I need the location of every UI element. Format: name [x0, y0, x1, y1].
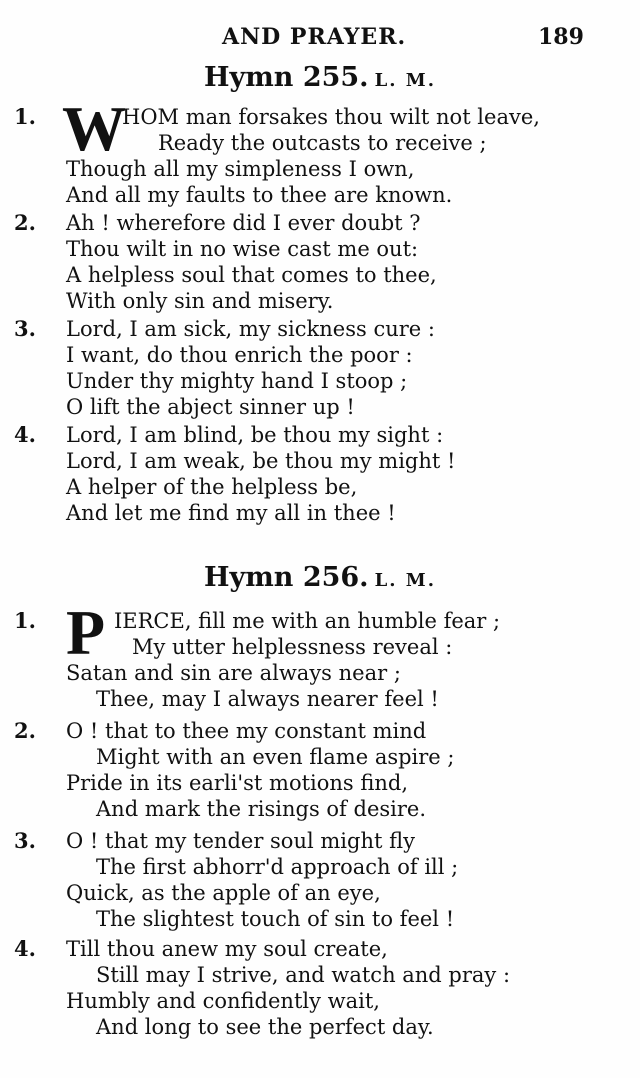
verse-number: 4.: [14, 422, 36, 447]
verse-line: A helper of the helpless be,: [66, 475, 358, 499]
verse-line: Lord, I am weak, be thou my might !: [66, 449, 456, 473]
running-head: [0, 24, 640, 54]
verse-line: And let me find my all in thee !: [66, 501, 396, 525]
verse-number: 3.: [14, 316, 36, 341]
verse-number: 1.: [14, 104, 36, 129]
verse-line: Till thou anew my soul create,: [66, 937, 388, 961]
hymn-title: [0, 62, 640, 93]
verse-line: Under thy mighty hand I stoop ;: [66, 369, 408, 393]
verse-line: Humbly and confidently wait,: [66, 989, 380, 1013]
verse-number: 4.: [14, 936, 36, 961]
drop-cap: P: [66, 597, 106, 668]
page-number: 189: [538, 24, 584, 50]
hymn-meter: L. M.: [374, 570, 436, 591]
verse-line: The slightest touch of sin to feel !: [96, 907, 455, 931]
verse-line: I want, do thou enrich the poor :: [66, 343, 413, 367]
verse-line: Still may I strive, and watch and pray :: [96, 963, 511, 987]
verse-number: 2.: [14, 210, 36, 235]
verse-line: O ! that to thee my constant mind: [66, 719, 427, 743]
hymn-title: [0, 562, 640, 593]
verse-number: 2.: [14, 718, 36, 743]
verse-line: Might with an even flame aspire ;: [96, 745, 455, 769]
verse-line: With only sin and misery.: [66, 289, 334, 313]
hymn-number: Hymn 256.: [204, 562, 369, 593]
verse-line: Satan and sin are always near ;: [66, 661, 401, 685]
verse-line: O ! that my tender soul might fly: [66, 829, 415, 853]
verse-line: IERCE, fill me with an humble fear ;: [114, 609, 501, 633]
verse-line: And mark the risings of desire.: [96, 797, 427, 821]
verse-line: Lord, I am sick, my sickness cure :: [66, 317, 435, 341]
verse-line: A helpless soul that comes to thee,: [66, 263, 437, 287]
verse-line: Ah ! wherefore did I ever doubt ?: [66, 211, 421, 235]
verse-line: O lift the abject sinner up !: [66, 395, 355, 419]
verse-line: Quick, as the apple of an eye,: [66, 881, 381, 905]
drop-cap: W: [62, 93, 126, 164]
verse-line: Though all my simpleness I own,: [66, 157, 415, 181]
verse-line: HOM man forsakes thou wilt not leave,: [122, 105, 540, 129]
verse-line: Thee, may I always nearer feel !: [96, 687, 439, 711]
verse-line: And long to see the perfect day.: [96, 1015, 434, 1039]
hymn-meter: L. M.: [374, 70, 436, 91]
verse-line: Lord, I am blind, be thou my sight :: [66, 423, 444, 447]
verse-line: Ready the outcasts to receive ;: [158, 131, 487, 155]
verse-line: My utter helplessness reveal :: [132, 635, 453, 659]
hymn-number: Hymn 255.: [204, 62, 369, 93]
verse-line: And all my faults to thee are known.: [66, 183, 453, 207]
verse-line: Thou wilt in no wise cast me out:: [66, 237, 419, 261]
running-head-title: AND PRAYER.: [222, 24, 407, 50]
verse-number: 1.: [14, 608, 36, 633]
verse-line: The first abhorr'd approach of ill ;: [96, 855, 459, 879]
verse-number: 3.: [14, 828, 36, 853]
verse-line: Pride in its earli'st motions find,: [66, 771, 409, 795]
